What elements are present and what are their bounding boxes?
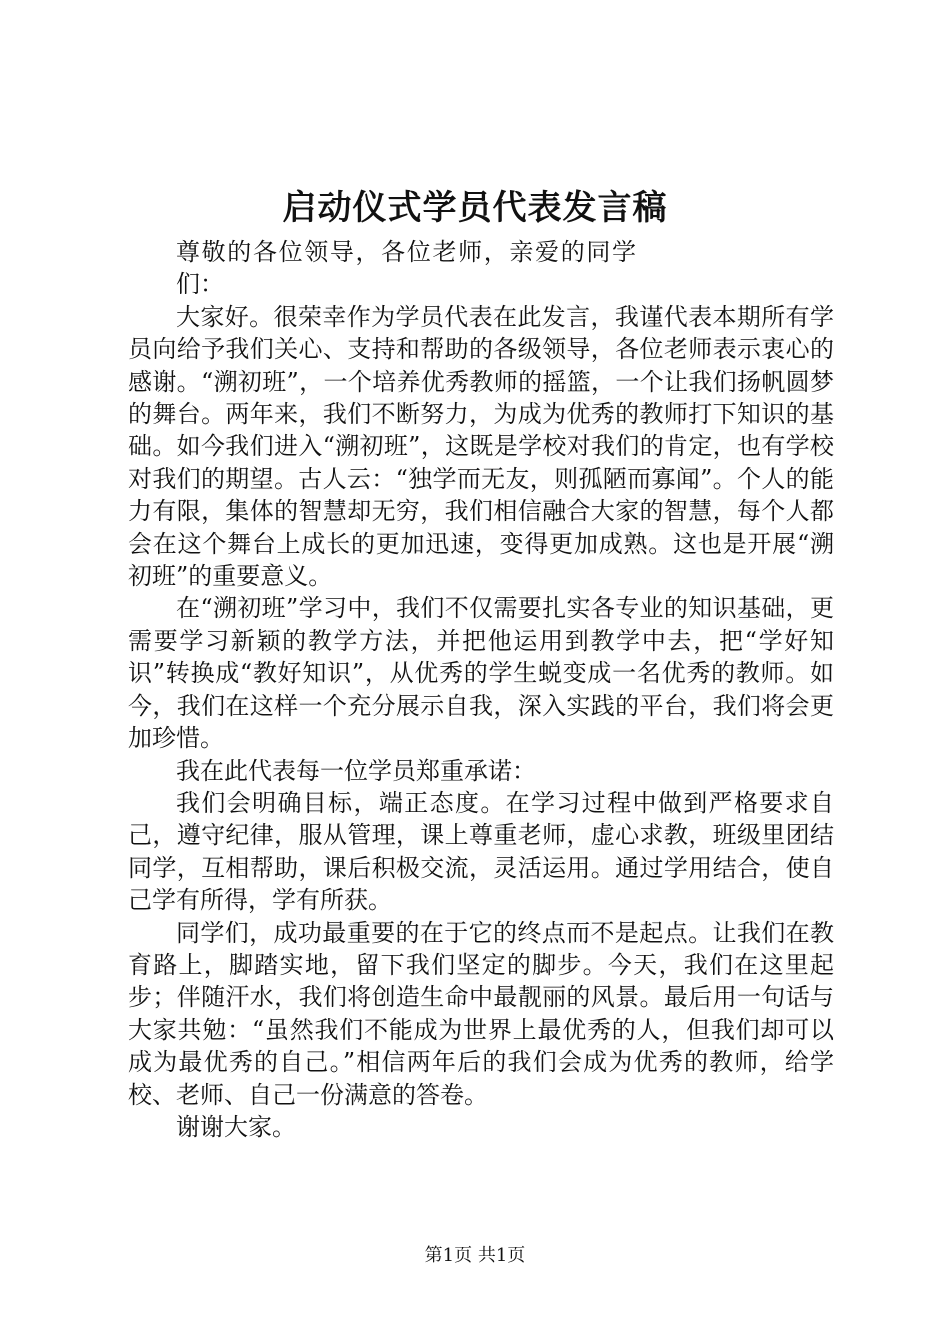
document-title: 启动仪式学员代表发言稿 — [282, 188, 668, 228]
page-number-footer: 第1页 共1页 — [424, 1245, 526, 1266]
document-body — [128, 236, 834, 1143]
paragraph: 我在此代表每一位学员郑重承诺： — [176, 756, 536, 785]
paragraph: 我们会明确目标，端正态度。在学习过程中做到严格要求自己，遵守纪律，服从管理，课上尊重老师，虚心求教，班级里团结同学，互相帮助，课后积极交流，灵活运用。通过学用结合，使自己学有所得，学有所获。 — [128, 788, 834, 915]
paragraph: 大家好。很荣幸作为学员代表在此发言，我谨代表本期所有学员向给予我们关心、支持和帮助的各级领导，各位老师表示衷心的感谢。“溯初班”，一个培养优秀教师的摇篮，一个让我们扬帆圆梦的舞台。两年来，我们不断努力，为成为优秀的教师打下知识的基础。如今我们进入“溯初班”，这既是学校对我们的肯定，也有学校对我们的期望。古人云：“独学而无友，则孤陋而寡闻”。个人的能力有限，集体的智慧却无穷，我们相信融合大家的智慧，每个人都会在这个舞台上成长的更加迅速，变得更加成熟。这也是开展“溯初班”的重要意义。 — [128, 302, 834, 591]
paragraph: 在“溯初班”学习中，我们不仅需要扎实各专业的知识基础，更需要学习新颖的教学方法，并把他运用到教学中去，把“学好知识”转换成“教好知识”，从优秀的学生蜕变成一名优秀的教师。如今，我们在这样一个充分展示自我，深入实践的平台，我们将会更加珍惜。 — [128, 594, 834, 753]
salutation: 尊敬的各位领导，各位老师，亲爱的同学们： — [176, 238, 636, 299]
closing-line: 谢谢大家。 — [176, 1112, 296, 1141]
paragraph: 同学们，成功最重要的在于它的终点而不是起点。让我们在教育路上，脚踏实地，留下我们坚定的脚步。今天，我们在这里起步；伴随汗水，我们将创造生命中最靓丽的风景。最后用一句话与大家共勉：“虽然我们不能成为世界上最优秀的人，但我们却可以成为最优秀的自己。”相信两年后的我们会成为优秀的教师，给学校、老师、自己一份满意的答卷。 — [128, 918, 834, 1109]
